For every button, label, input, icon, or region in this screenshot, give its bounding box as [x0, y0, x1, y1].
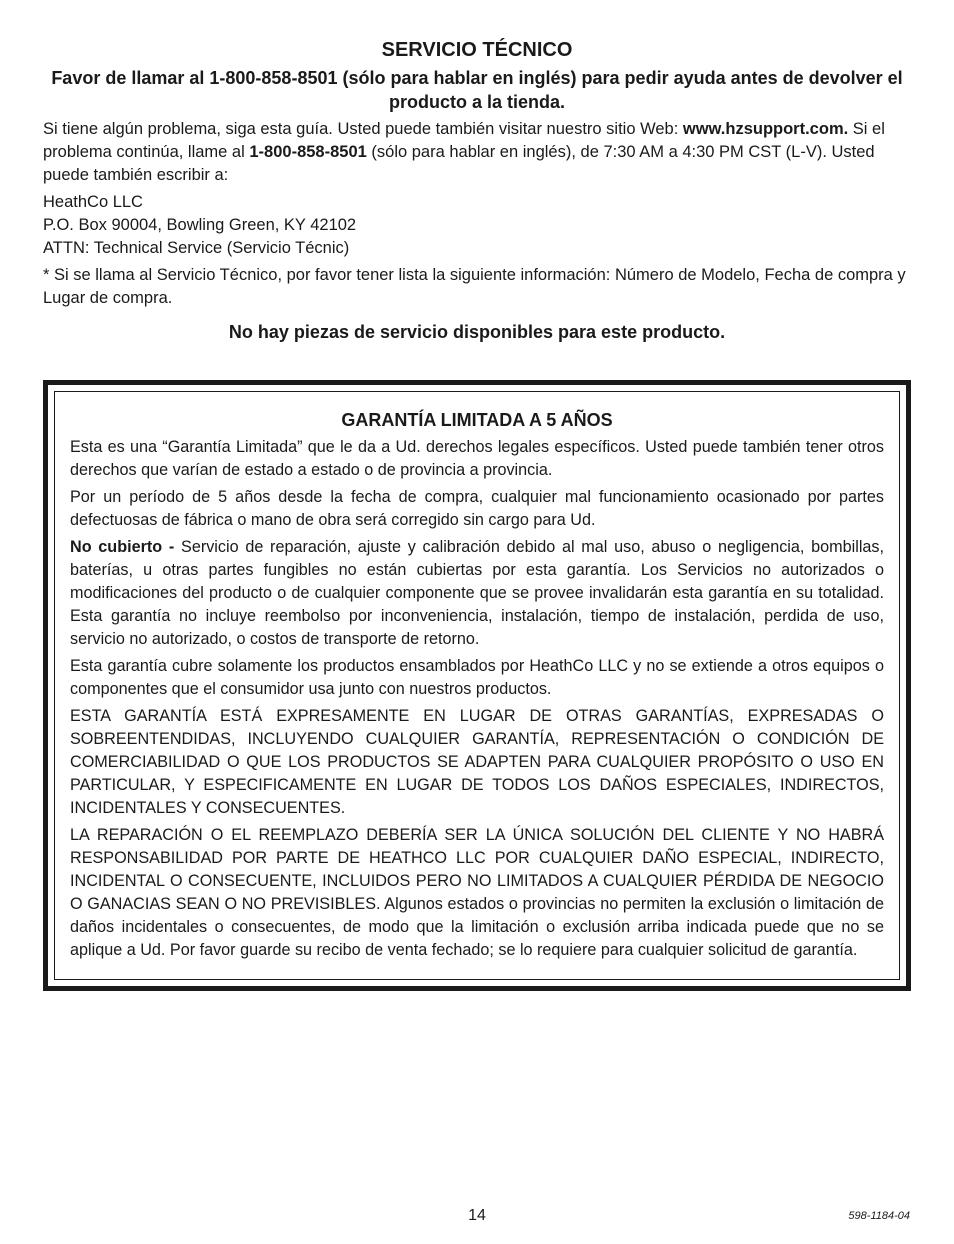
- warranty-paragraph: Esta garantía cubre solamente los productos ensamblados por HeathCo LLC y no se extiende a otros equipos o componentes que el consumidor usa junto con nuestros productos.: [70, 657, 884, 698]
- intro-text-mid: Si el problema continúa, llame al: [43, 120, 885, 161]
- not-covered-text: Servicio de reparación, ajuste y calibración debido al mal uso, abuso o negligencia, bombillas, baterías, u otras partes fungibles no están cubiertas por esta garantía. Los Servicios no autorizados o modificaciones del producto o de cualquier componente que se provee invalidarán esta garantía en su totalidad. Esta garantía no incluye reembolso por inconveniencia, instalación, tiempo de instalación, perdida de uso, servicio no autorizado, o costos de transporte de retorno.: [70, 538, 885, 648]
- warranty-paragraph: Por un período de 5 años desde la fecha de compra, cualquier mal funcionamiento ocasionado por partes defectuosas de fábrica o mano de obra será corregido sin cargo para Ud.: [70, 488, 884, 529]
- warranty-paragraph: [70, 536, 884, 651]
- website-link[interactable]: www.hzsupport.com.: [682, 120, 849, 138]
- address-line: HeathCo LLC: [43, 193, 143, 211]
- warranty-paragraph: Esta es una “Garantía Limitada” que le da a Ud. derechos legales específicos. Usted puede también tener otros derechos que varían de estado a estado o de provincia a provincia.: [70, 438, 884, 479]
- info-note: * Si se llama al Servicio Técnico, por favor tener lista la siguiente información: Número de Modelo, Fecha de compra y Lugar de compra.: [43, 266, 906, 307]
- not-covered-label: No cubierto -: [70, 538, 175, 556]
- warranty-title: GARANTÍA LIMITADA A 5 AÑOS: [341, 410, 613, 430]
- warranty-paragraph: ESTA GARANTÍA ESTÁ EXPRESAMENTE EN LUGAR DE OTRAS GARANTÍAS, EXPRESADAS O SOBREENTENDIDAS, INCLUYENDO CUALQUIER GARANTÍA, REPRESENTACIÓN O CONDICIÓN DE COMERCIABILIDAD O QUE LOS PRODUCTOS SE ADAPTEN PARA CUALQUIER PROPÓSITO O USO EN PARTICULAR, Y ESPECIFICAMENTE EN LUGAR DE TODOS LOS DAÑOS ESPECIALES, INDIRECTOS, INCIDENTALES Y CONSECUENTES.: [70, 707, 884, 817]
- address-line: ATTN: Technical Service (Servicio Técnic): [43, 239, 350, 257]
- phone-number: 1-800-858-8501: [249, 143, 367, 161]
- address-line: P.O. Box 90004, Bowling Green, KY 42102: [43, 216, 357, 234]
- warranty-box: [43, 380, 911, 991]
- mailing-address: [43, 191, 911, 260]
- call-notice: Favor de llamar al 1-800-858-8501 (sólo para hablar en inglés) para pedir ayuda antes de devolver el producto a la tienda.: [51, 68, 903, 112]
- warranty-box-inner: [54, 391, 900, 980]
- intro-text-pre: Si tiene algún problema, siga esta guía. Usted puede también visitar nuestro sitio Web:: [43, 120, 683, 138]
- service-title: SERVICIO TÉCNICO: [381, 39, 573, 61]
- service-intro: [43, 118, 911, 187]
- document-code: 598-1184-04: [848, 1210, 910, 1222]
- warranty-paragraph: LA REPARACIÓN O EL REEMPLAZO DEBERÍA SER LA ÚNICA SOLUCIÓN DEL CLIENTE Y NO HABRÁ RESPONSABILIDAD POR PARTE DE HEATHCO LLC POR CUALQUIER DAÑO ESPECIAL, INDIRECTO, INCIDENTAL O CONSECUENTE, INCLUIDOS PERO NO LIMITADOS A CUALQUIER PÉRDIDA DE NEGOCIO O GANACIAS SEAN O NO PREVISIBLES. Algunos estados o provincias no permiten la exclusión o limitación de daños incidentales o consecuentes, de modo que la limitación o exclusión arriba indicada puede que no se aplique a Ud. Por favor guarde su recibo de venta fechado; se lo requiere para cualquier solicitud de garantía.: [70, 826, 884, 959]
- no-parts-notice: No hay piezas de servicio disponibles para este producto.: [228, 322, 726, 342]
- intro-text-post: (sólo para hablar en inglés), de 7:30 AM a 4:30 PM CST (L-V). Usted puede también escribir a:: [43, 143, 875, 184]
- service-section: [43, 38, 911, 344]
- page-number: 14: [468, 1207, 486, 1224]
